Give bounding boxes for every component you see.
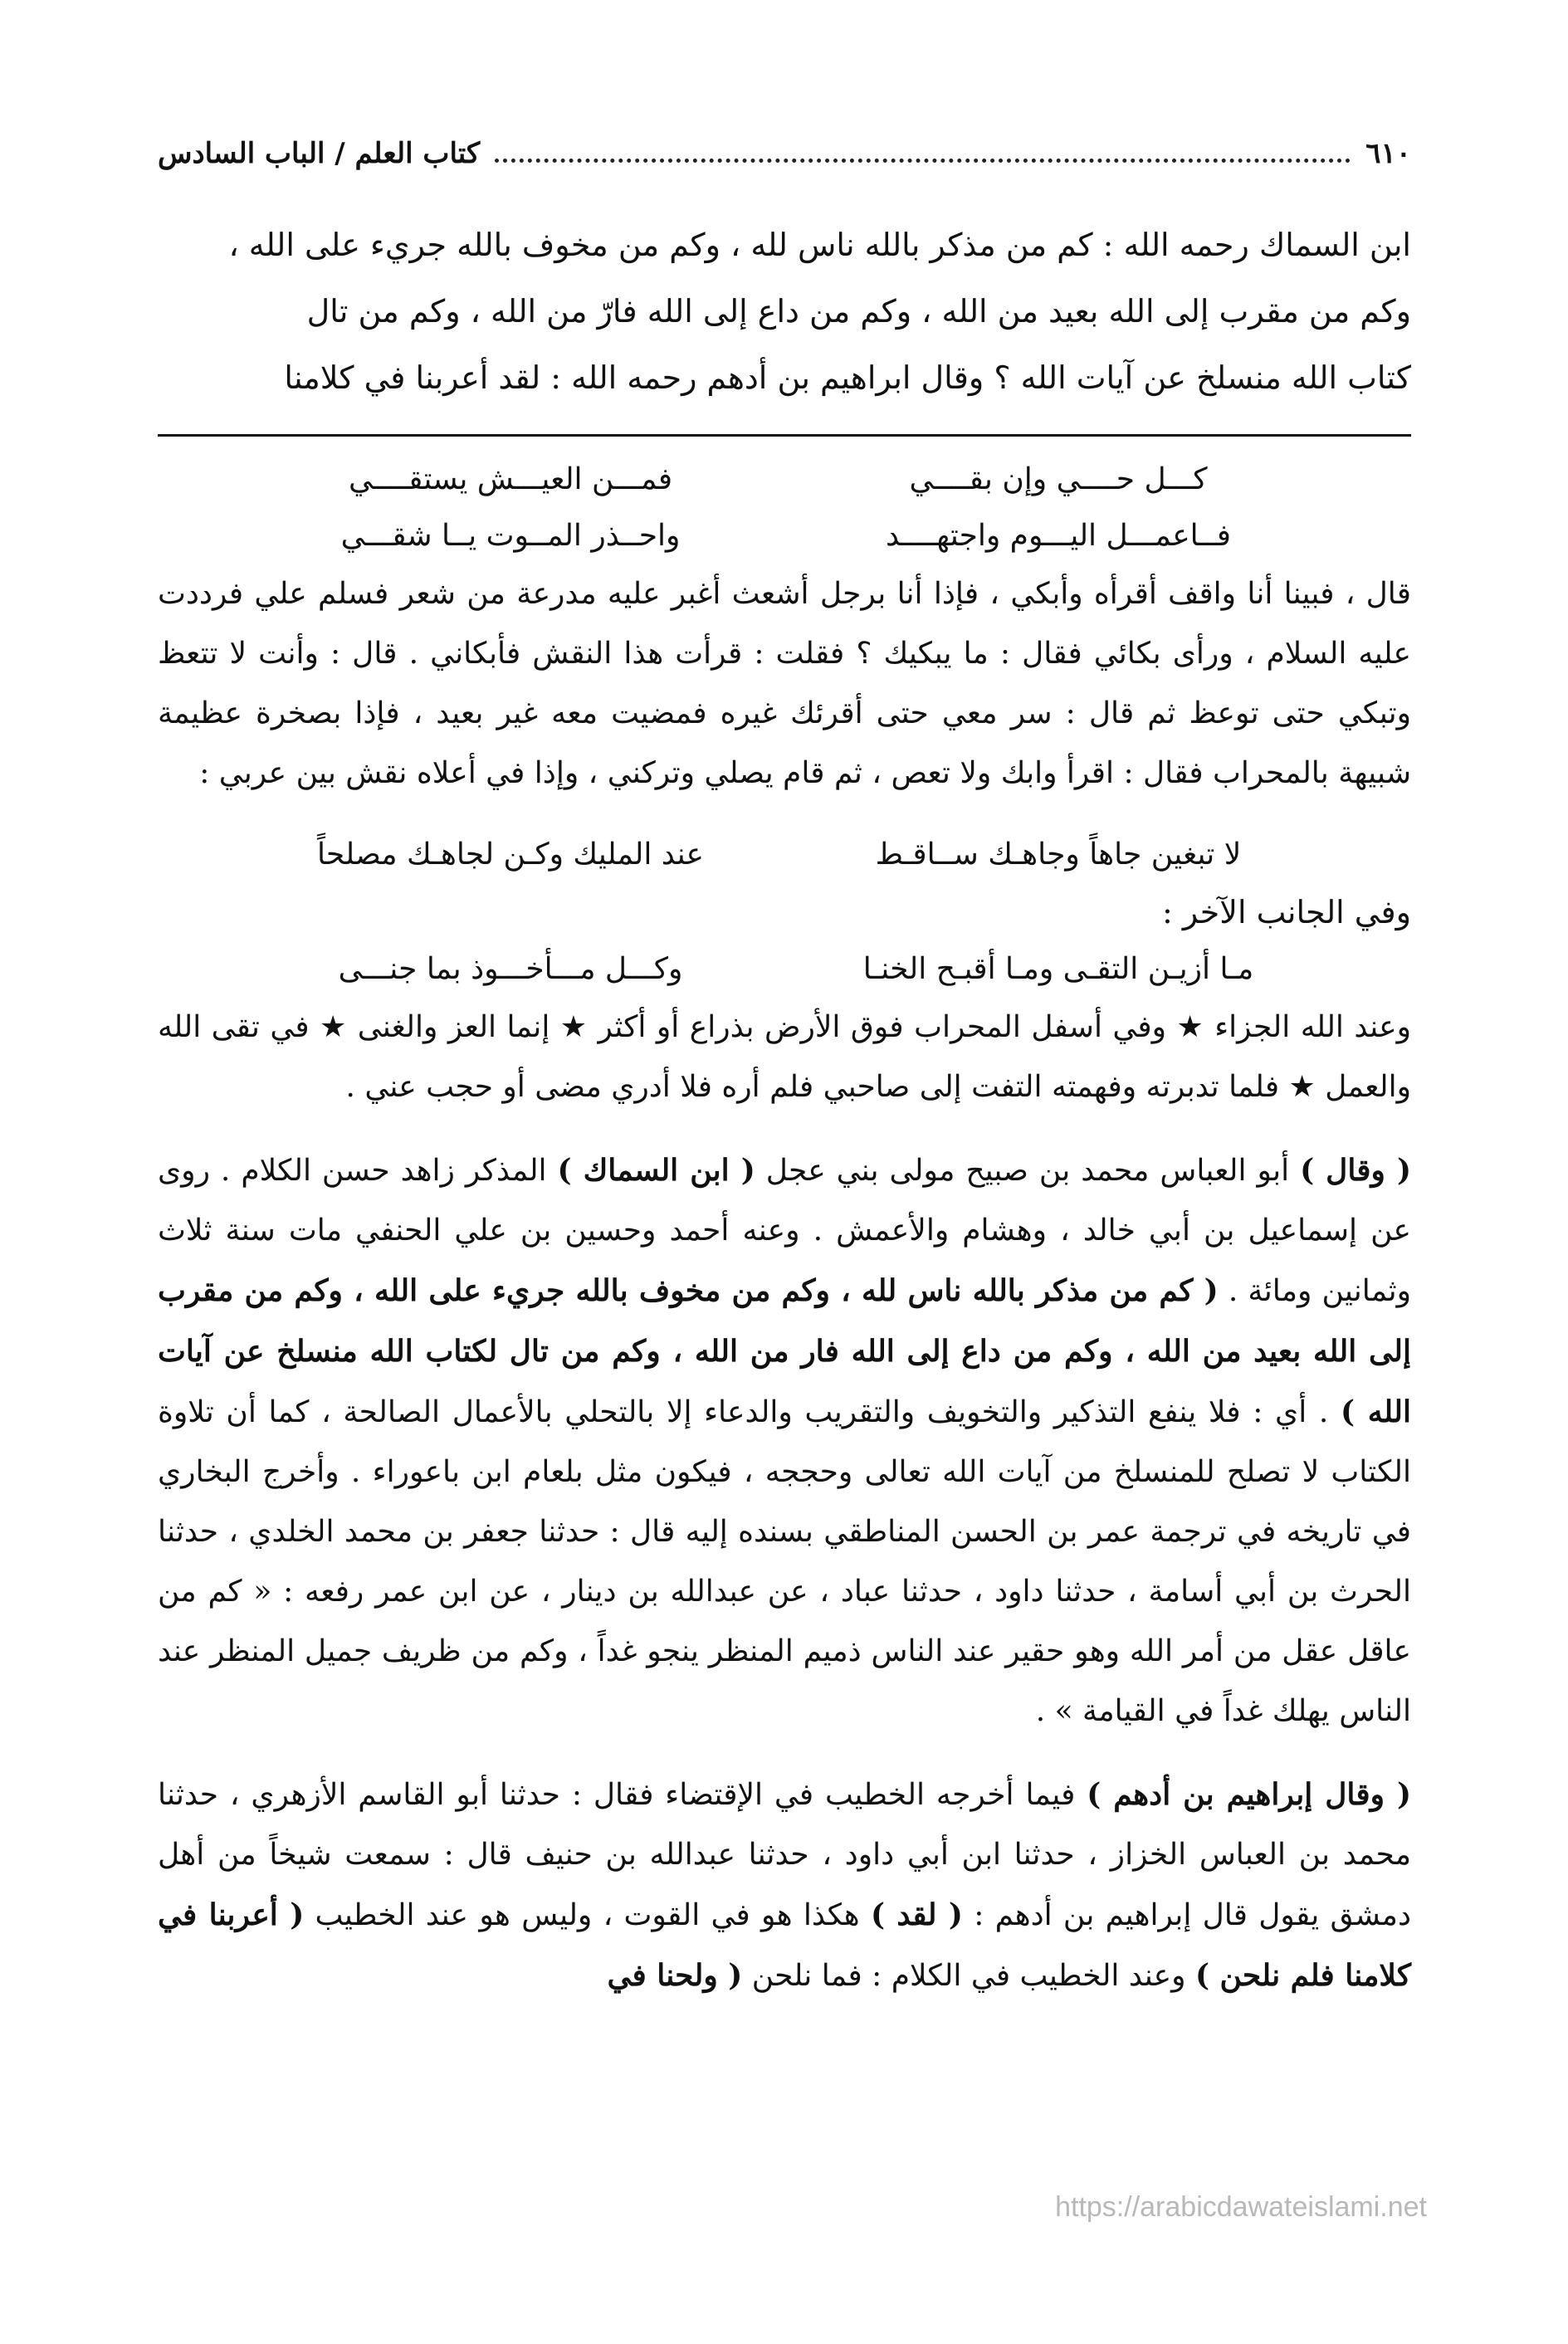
verse-hemistich: فمـــن العيـــش يستقــــي [348,462,673,496]
bold-quote: ( كم من مذكر بالله ناس لله ، وكم من مخوف بالله جريء على الله ، وكم من مقرب إلى الله بعيد من الله ، وكم من داع إلى الله فار من الله ، وكم من تال لكتاب الله منسلخ عن آيات الله ) [158,1273,1411,1429]
poem-verse [158,508,1411,564]
verse-hemistich: مـا أزيـن التقـى ومـا أقبـح الخنـا [862,952,1254,986]
main-text-line: ابن السماك رحمه الله : كم من مذكر بالله ناس لله ، وكم من مخوف بالله جريء على الله ، [228,227,1411,263]
bold-quote: ( وقال ) [1300,1153,1411,1188]
poem-verse [158,941,1411,998]
poem-verse [158,452,1411,508]
verse-hemistich: كـــل حــــي وإن بقــــي [909,462,1208,496]
bold-quote: ( ابن السماك ) [557,1153,755,1188]
note-text: . أي : فلا ينفع التذكير والتخويف والتقريب والدعاء إلا بالتحلي بالأعمال الصالحة ، كما أن تلاوة الكتاب لا تصلح للمنسلخ من آيات الله تعالى وحججه ، فيكون مثل بلعام ابن باعوراء . وأخرج البخاري في تاريخه في ترجمة عمر بن الحسن المناطقي بسنده إليه قال : حدثنا جعفر بن محمد الخلدي ، حدثنا الحرث بن أبي أسامة ، حدثنا داود ، حدثنا عباد ، عن عبدالله بن دينار ، عن ابن عمر رفعه : « كم من عاقل عقل من أمر الله وهو حقير عند الناس ذميم المنظر ينجو غداً ، وكم من ظريف جميل المنظر عند الناس يهلك غداً في القيامة » . [158,1395,1411,1728]
commentary-text [158,998,1411,2006]
header-dotted-leader [495,159,1351,163]
bold-quote: ( لقد ) [870,1897,963,1932]
other-side-label: وفي الجانب الآخر : [1161,894,1411,930]
bold-quote: ( أعربنا في كلامنا فلم نلحن ) [158,1897,1411,1993]
note-paragraph [158,1765,1411,2006]
note-text: وعند الخطيب في الكلام : فما نلحن [742,1959,1195,1993]
verse-hemistich: عند المليك وكـن لجاهـك مصلحاً [316,837,705,872]
verse-hemistich: واحــذر المــوت يــا شقـــي [340,519,681,553]
watermark-url: https://arabicdawateislami.net [1055,2191,1427,2223]
verse-hemistich: لا تبغين جاهاً وجاهـك ســاقـط [875,837,1242,872]
running-title: كتاب العلم / الباب السادس [158,137,481,170]
page-header [158,125,1411,183]
book-page [158,125,1411,2029]
note-text: هكذا هو في القوت ، وليس هو عند الخطيب [304,1898,871,1932]
main-text [158,212,1411,411]
main-text-line: كتاب الله منسلخ عن آيات الله ؟ وقال ابراهيم بن أدهم رحمه الله : لقد أعربنا في كلامنا [284,359,1411,396]
note-text: أبو العباس محمد بن صبيح مولى بني عجل [755,1154,1301,1188]
commentary-text [158,564,1411,803]
paragraph: قال ، فبينا أنا واقف أقرأه وأبكي ، فإذا أنا برجل أشعث أغبر عليه مدرعة من شعر فسلم علي فرددت عليه السلام ، ورأى بكائي فقال : ما يبكيك ؟ فقلت : قرأت هذا النقش فأبكاني . قال : وأنت لا تتعظ وتبكي حتى توعظ ثم قال : سر معي حتى أقرئك غيره فمضيت معه غير بعيد ، فإذا بصخرة عظيمة شبيهة بالمحراب فقال : اقرأ وابك ولا تعص ، ثم قام يصلي وتركني ، وإذا في أعلاه نقش بين عربي : [158,577,1411,790]
page-number: ٦١٠ [1365,137,1411,170]
bold-quote: ( ولحنا في [607,1958,743,1993]
bold-quote: ( وقال إبراهيم بن أدهم ) [1087,1777,1412,1812]
note-paragraph [158,1140,1411,1741]
footnote-separator-rule [158,434,1411,437]
paragraph: وعند الله الجزاء ★ وفي أسفل المحراب فوق الأرض بذراع أو أكثر ★ إنما العز والغنى ★ في تقى الله والعمل ★ فلما تدبرته وفهمته التفت إلى صاحبي فلم أره فلا أدري مضى أو حجب عني . [158,1010,1411,1104]
main-text-line: وكم من مقرب إلى الله بعيد من الله ، وكم من داع إلى الله فارّ من الله ، وكم من تال [306,293,1411,330]
verse-hemistich: وكـــل مـــأخـــوذ بما جنـــى [338,952,683,986]
poem-verse [158,827,1411,883]
verse-hemistich: فــاعمـــل اليـــوم واجتهــــد [886,519,1231,553]
note-text: المذكر زاهد حسن الكلام . روى عن إسماعيل بن أبي خالد ، وهشام والأعمش . وعنه أحمد وحسين بن علي الحنفي مات سنة ثلاث وثمانين ومائة . [158,1154,1411,1308]
note-text: فيما أخرجه الخطيب في الإقتضاء فقال : حدثنا أبو القاسم الأزهري ، حدثنا محمد بن العباس الخزاز ، حدثنا ابن أبي داود ، حدثنا عبدالله بن حنيف قال : سمعت شيخاً من أهل دمشق يقول قال إبراهيم بن أدهم : [158,1778,1411,1932]
